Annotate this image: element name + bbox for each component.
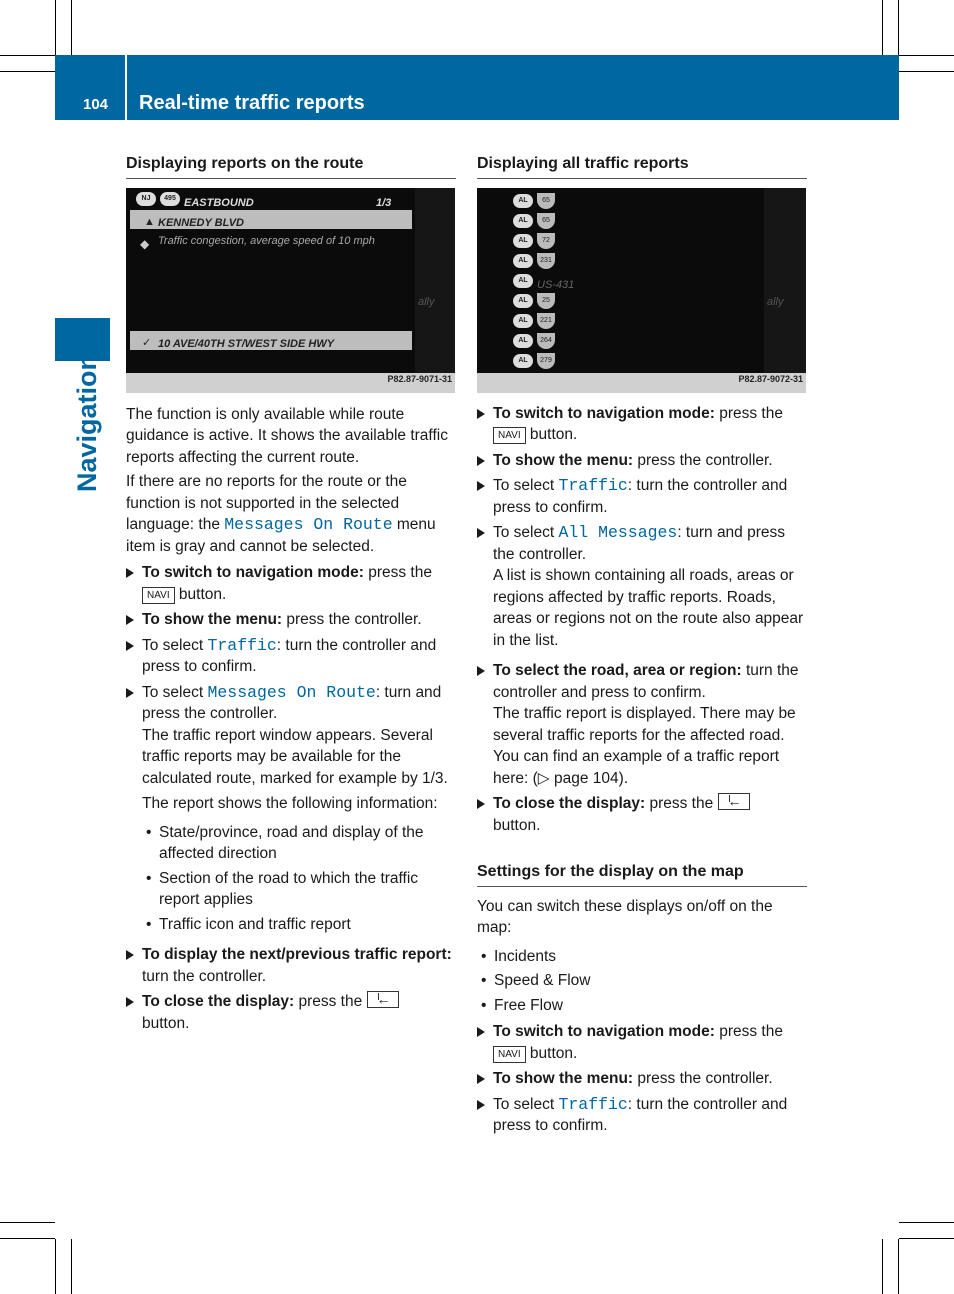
map-settings-heading: Settings for the display on the map	[477, 861, 807, 887]
menu-item-ref: Messages On Route	[207, 682, 376, 702]
side-panel-text: ally	[418, 295, 435, 308]
step-text: press the	[645, 795, 714, 812]
left-column	[126, 153, 456, 1034]
step-select-road	[477, 660, 807, 789]
step-arrow-icon	[477, 409, 485, 419]
header-divider	[125, 55, 127, 120]
step-detail: The traffic report window appears. Several traffic reports may be available for the calculated route, marked for example by 1/3.	[142, 726, 448, 787]
step-show-menu	[126, 609, 456, 631]
crop-mark	[899, 1238, 954, 1239]
step-arrow-icon	[126, 688, 134, 698]
step-text: button.	[174, 585, 227, 603]
note-text-end: menu item is gray and cannot be selected.	[126, 516, 436, 555]
step-select-all-messages	[477, 522, 807, 651]
step-text: To select	[142, 683, 208, 701]
step-text: To select	[142, 636, 208, 654]
crop-mark	[55, 0, 56, 55]
step-text: press the controller.	[633, 451, 773, 469]
step-text: button.	[525, 1044, 578, 1062]
step-show-menu	[477, 450, 807, 472]
list-item-text: Traffic icon and traffic report	[159, 915, 351, 933]
step-bold: To close the display:	[493, 795, 646, 812]
step-arrow-icon	[126, 568, 134, 578]
crop-mark	[899, 71, 954, 72]
list-item-text: Incidents	[494, 947, 557, 965]
state-badge: AL	[513, 294, 533, 308]
step-text: press the	[714, 404, 783, 422]
step-text: turn the controller.	[142, 967, 267, 985]
navi-key-icon: NAVI	[142, 587, 175, 604]
step-bold: To select the road, area or region:	[493, 662, 742, 679]
map-settings-intro: You can switch these displays on/off on the map:	[477, 897, 773, 936]
list-item-text: State/province, road and display of the affected direction	[159, 823, 424, 862]
list-item-text: Section of the road to which the traffic report applies	[159, 869, 419, 908]
step-bold: To switch to navigation mode:	[493, 1023, 715, 1040]
report-count: 1/3	[376, 196, 392, 209]
crop-mark	[898, 1239, 899, 1294]
crop-mark	[71, 0, 72, 55]
all-reports-screenshot	[477, 188, 806, 393]
crop-mark	[882, 0, 883, 55]
menu-item-ref: Traffic	[207, 635, 277, 655]
navi-key-icon: NAVI	[493, 427, 526, 444]
step-arrow-icon	[126, 950, 134, 960]
route-number: 264	[537, 333, 555, 349]
page-header	[55, 55, 899, 120]
map-display-list	[477, 946, 807, 1017]
state-badge: AL	[513, 334, 533, 348]
list-item: • State/province, road and display of the affected direction	[146, 823, 424, 862]
list-item: • Free Flow	[481, 996, 563, 1014]
step-text: button.	[525, 426, 578, 443]
step-select-traffic	[126, 635, 456, 678]
step-detail: A list is shown containing all roads, areas or regions affected by traffic reports. Roads, areas or regions not on the route also appear in the list.	[493, 567, 804, 649]
menu-item-ref: All Messages	[558, 523, 678, 542]
road-name: KENNEDY BLVD	[158, 216, 244, 229]
note-text: If there are no reports for the route or the function is not supported in the selected language: the	[126, 473, 407, 533]
state-badge: AL	[513, 354, 533, 368]
menu-item-ref: Traffic	[558, 1094, 628, 1114]
crop-mark	[882, 1239, 883, 1294]
state-badge: AL	[513, 234, 533, 248]
step-next-report	[126, 944, 456, 987]
page-number: 104	[83, 96, 109, 113]
step-text: press the	[714, 1023, 783, 1040]
route-number: 65	[537, 213, 555, 229]
crop-mark	[0, 71, 55, 72]
back-button-icon	[367, 991, 399, 1008]
step-text: button.	[493, 816, 541, 834]
step-bold: To show the menu:	[142, 611, 283, 628]
back-button-icon	[718, 793, 750, 810]
step-nav-mode-2	[477, 1021, 807, 1064]
step-arrow-icon	[477, 666, 485, 676]
step-bold: To show the menu:	[493, 1070, 634, 1087]
road-section: 10 AVE/40TH ST/WEST SIDE HWY	[158, 337, 335, 350]
image-caption: P82.87-9072-31	[738, 374, 803, 384]
route-number: 72	[537, 233, 555, 249]
note-paragraph	[126, 471, 456, 557]
step-arrow-icon	[477, 1100, 485, 1110]
step-text: : turn and press the controller.	[142, 683, 442, 722]
step-select-traffic	[477, 475, 807, 518]
report-info-list	[126, 822, 456, 936]
step-text: To select	[493, 1095, 559, 1113]
menu-item-ref: Messages On Route	[224, 515, 393, 534]
step-close-display	[126, 991, 456, 1034]
menu-item-ref: Traffic	[558, 476, 628, 495]
crop-mark	[899, 55, 954, 56]
list-item: • Section of the road to which the traffic report applies	[146, 869, 419, 908]
step-text: button.	[142, 1014, 190, 1032]
state-badge: AL	[513, 214, 533, 228]
step-nav-mode	[477, 403, 807, 446]
crop-mark	[898, 0, 899, 55]
step-arrow-icon	[477, 528, 485, 538]
route-number: 279	[537, 353, 555, 369]
step-text: press the	[294, 993, 363, 1010]
route-number: 65	[537, 193, 555, 209]
image-caption: P82.87-9071-31	[387, 374, 452, 384]
state-badge: NJ	[136, 192, 156, 206]
road-icon: ▲	[144, 215, 155, 228]
step-text: : turn the controller and press to confirm.	[142, 636, 437, 675]
step-text: turn the controller and press to confirm.	[493, 662, 799, 701]
list-item-text: Free Flow	[494, 996, 563, 1014]
step-text: : turn the controller and press to confirm.	[493, 477, 788, 516]
route-badge: 495	[160, 192, 180, 206]
step-text: press the	[363, 564, 432, 581]
step-text: : turn and press the controller.	[493, 524, 786, 563]
step-arrow-icon	[126, 997, 134, 1007]
left-heading: Displaying reports on the route	[126, 153, 456, 179]
report-intro: The report shows the following information:	[142, 795, 438, 812]
step-text: press the controller.	[282, 611, 422, 628]
step-show-menu-2	[477, 1068, 807, 1090]
step-detail: The traffic report is displayed. There may be several traffic reports for the affected road. You can find an example of a traffic report here: (▷ page 104).	[493, 705, 796, 787]
step-bold: To show the menu:	[493, 451, 634, 469]
state-badge: AL	[513, 274, 533, 288]
step-bold: To close the display:	[142, 993, 295, 1010]
side-tab-label	[72, 353, 122, 630]
route-number: 231	[537, 253, 555, 269]
crop-mark	[0, 55, 55, 56]
traffic-report-text: Traffic congestion, average speed of 10 mph	[158, 234, 375, 247]
step-text: To select	[493, 477, 559, 494]
route-reports-screenshot	[126, 188, 455, 393]
step-bold: To switch to navigation mode:	[493, 404, 715, 422]
state-badge: AL	[513, 194, 533, 208]
crop-mark	[55, 1239, 56, 1294]
crop-mark	[71, 1239, 72, 1294]
step-select-traffic-2	[477, 1094, 807, 1137]
step-arrow-icon	[477, 456, 485, 466]
direction-label: EASTBOUND	[184, 196, 254, 209]
side-tab-text: Navigation	[72, 353, 102, 492]
step-arrow-icon	[126, 641, 134, 651]
navi-key-icon: NAVI	[493, 1046, 526, 1063]
section-title: Real-time traffic reports	[139, 92, 365, 114]
route-number: 25	[537, 293, 555, 309]
route-number: US-431	[537, 278, 575, 291]
step-bold: To switch to navigation mode:	[142, 564, 364, 581]
step-arrow-icon	[477, 1074, 485, 1084]
side-panel-text: ally	[767, 295, 784, 308]
step-select-messages	[126, 682, 456, 790]
state-badge: AL	[513, 254, 533, 268]
list-item: • Incidents	[481, 947, 557, 965]
list-item: • Speed & Flow	[481, 972, 591, 989]
step-close-display	[477, 793, 807, 836]
step-arrow-icon	[477, 1027, 485, 1037]
step-nav-mode	[126, 562, 456, 605]
crop-mark	[899, 1222, 954, 1223]
list-item: • Traffic icon and traffic report	[146, 915, 351, 933]
state-badge: AL	[513, 314, 533, 328]
intro-paragraph: The function is only available while route guidance is active. It shows the available traffic reports affecting the current route.	[126, 405, 448, 466]
list-item-text: Speed & Flow	[494, 972, 591, 989]
route-number: 221	[537, 313, 555, 329]
step-arrow-icon	[126, 615, 134, 625]
step-arrow-icon	[477, 799, 485, 809]
step-text: To select	[493, 524, 559, 541]
crop-mark	[0, 1238, 55, 1239]
right-column	[477, 153, 807, 1137]
right-heading: Displaying all traffic reports	[477, 153, 807, 179]
congestion-icon: ◆	[140, 236, 150, 251]
section-icon: ✓	[142, 336, 152, 349]
step-text: : turn the controller and press to confirm.	[493, 1095, 788, 1134]
step-text: press the controller.	[633, 1070, 773, 1087]
step-bold: To display the next/previous traffic report:	[142, 946, 452, 963]
crop-mark	[0, 1222, 55, 1223]
step-arrow-icon	[477, 481, 485, 491]
